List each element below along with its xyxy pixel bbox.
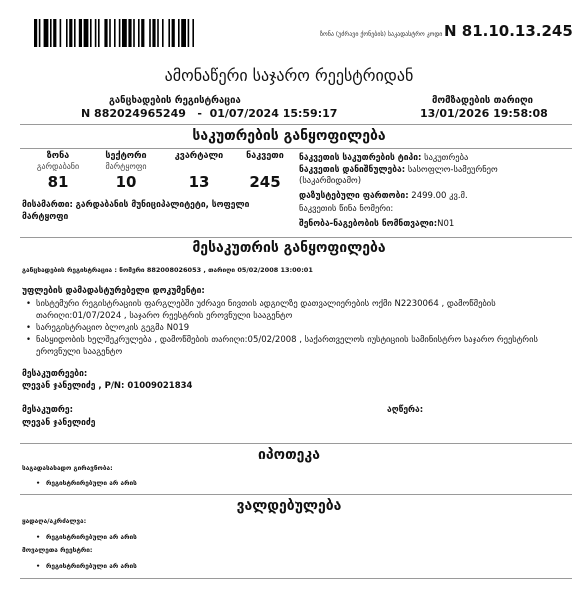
seizure-label: ყადაღა/აკრძალვა: (22, 517, 87, 525)
divider (20, 148, 572, 149)
owners-value: ლევან ჯანელიძე , P/N: 01009021834 (22, 381, 193, 391)
debtors-label: მოვალეთა რეესტრი: (22, 546, 93, 554)
sector-block (88, 151, 164, 191)
purpose-label: ნაკვეთის დანიშნულება: (299, 164, 406, 175)
cadastral-code: N 81.10.13.245 (444, 22, 573, 40)
mortgage-title: იპოთეკა (258, 447, 320, 463)
mortgage-sub-label: საგადასახადო გირავნობა: (22, 464, 113, 472)
status-text: • რეგისტრირებული არ არის (46, 531, 137, 543)
document-item: • სარეგისტრაციო ბლოკის გეგმა N019 (36, 322, 558, 334)
parcel-block (228, 151, 302, 191)
zone-value: 81 (47, 173, 69, 191)
divider (20, 124, 572, 125)
cadastral-code-note: ზონა (უძრავი ქონების) საკადასტრო კოდი (320, 31, 443, 38)
quarter-value: 13 (188, 173, 210, 191)
registration-value: N 882024965249 - 01/07/2024 15:59:17 (81, 107, 338, 120)
purpose-value-cont: (საკარმიდამო) (299, 176, 362, 186)
zone-label: ზონა (46, 151, 70, 161)
seizure-value (22, 531, 137, 543)
owner-section-title: მესაკუთრის განყოფილება (192, 240, 386, 256)
owner-label: მესაკუთრე: (22, 405, 73, 415)
registration-label: განცხადების რეგისტრაცია (109, 95, 241, 106)
sector-sublabel: მარტყოფი (105, 162, 147, 171)
owners-label: მესაკუთრეები: (22, 369, 88, 379)
page-title: ამონაწერი საჯარო რეესტრიდან (164, 66, 414, 85)
divider (20, 443, 572, 444)
area-label: დაზუსტებული ფართობი: (299, 190, 409, 201)
area-value: 2499.00 კვ.მ. (411, 190, 468, 201)
zone-block (20, 151, 96, 191)
status-text: • რეგისტრირებული არ არის (46, 477, 137, 489)
property-details (299, 153, 498, 230)
document-item: • ნასყიდობის ხელშეკრულება , დამოწმების თარიღი:05/02/2008 , საქართველოს იუსტიციის სამინისტრო საჯარო რეესტრის ეროვნული სააგენტო (36, 334, 558, 358)
ownership-type-value: საკუთრება (424, 153, 469, 163)
zone-sublabel: გარდაბანი (36, 162, 80, 171)
prev-number-label: ნაკვეთის წინა ნომერი: (299, 204, 394, 214)
prepared-label: მომზადების თარიღი (432, 95, 534, 106)
address-label: მისამართი: (22, 200, 73, 210)
divider (20, 494, 572, 495)
documents-title: უფლების დამადასტურებელი დოკუმენტი: (22, 286, 205, 296)
documents-list (22, 298, 558, 358)
document-item: • სისტემური რეგისტრაციის ფარგლებში უძრავი ნივთის ადგილზე დათვალიერების ოქმი N2230064 , დამოწმების თარიღი:01/07/2024 , საჯარო რეესტრის ეროვნული სააგენტო (36, 298, 558, 322)
property-section-title: საკუთრების განყოფილება (192, 128, 386, 144)
buildings-value: N01 (437, 218, 455, 229)
address-value: გარდაბანის მუნიციპალიტეტი, სოფელი მარტყოფი (22, 200, 250, 222)
divider (20, 578, 572, 579)
sector-label: სექტორი (105, 151, 147, 161)
parcel-label: ნაკვეთი (246, 151, 284, 161)
buildings-label: შენობა-ნაგებობის ნომნთვალი: (299, 218, 438, 229)
barcode (34, 19, 242, 47)
address (22, 199, 292, 223)
owner-value: ლევან ჯანელიძე (22, 418, 96, 428)
quarter-label: კვარტალი (174, 151, 224, 161)
status-text: • რეგისტრირებული არ არის (46, 560, 137, 572)
purpose-value: სასოფლო-სამეურნეო (407, 164, 498, 175)
divider (20, 237, 572, 238)
ownership-type-label: ნაკვეთის საკუთრების ტიპი: (299, 153, 422, 163)
description-label: აღწერა: (387, 405, 424, 415)
prepared-value: 13/01/2026 19:58:08 (420, 107, 548, 120)
debtors-value (22, 560, 137, 572)
parcel-value: 245 (249, 173, 281, 191)
sector-value: 10 (115, 173, 137, 191)
owner-registration-line: განცხადების რეგისტრაცია : ნომერი 882008026053 , თარიღი 05/02/2008 13:00:01 (22, 266, 313, 274)
mortgage-sub-value (22, 477, 137, 489)
obligations-title: ვალდებულება (236, 498, 342, 514)
